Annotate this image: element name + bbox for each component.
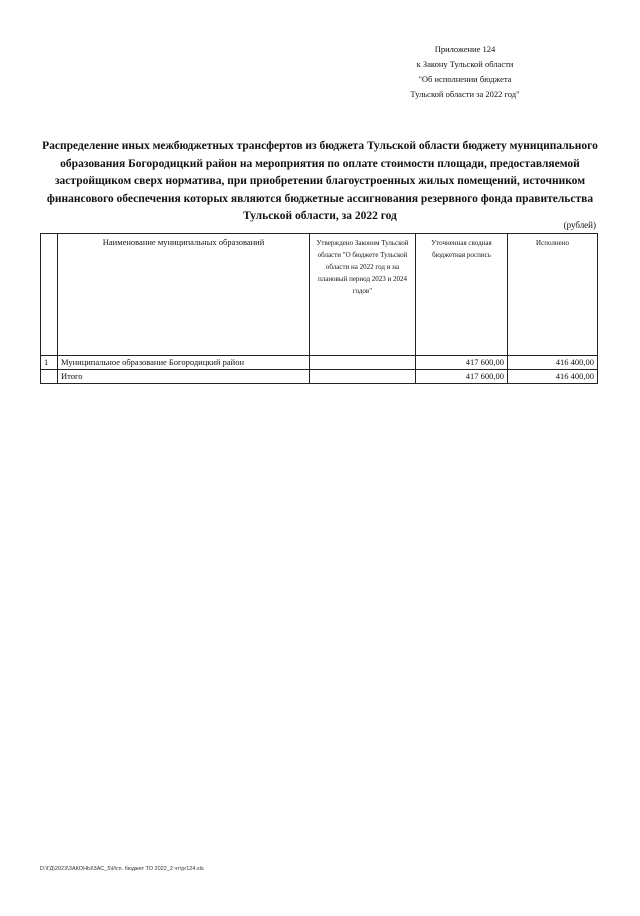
appendix-line-4: Тульской области за 2022 год" xyxy=(410,89,520,99)
row-refined: 417 600,00 xyxy=(416,356,508,370)
header-refined: Уточненная сводная бюджетная роспись xyxy=(416,234,508,356)
total-refined: 417 600,00 xyxy=(416,370,508,384)
table-row xyxy=(41,356,598,370)
header-approved: Утверждено Законом Тульской области "О бюджете Тульской области на 2022 год и на плановый период 2023 и 2024 годов" xyxy=(310,234,416,356)
total-name: Итого xyxy=(58,370,310,384)
row-executed: 416 400,00 xyxy=(508,356,598,370)
appendix-block xyxy=(360,42,570,102)
row-approved xyxy=(310,356,416,370)
file-path-footer: D:\ГД\2023\ЗАКОНЫ\ЗАС_5\Исп. бюджет ТО 2022_2 чт\pr124.xls xyxy=(40,866,204,872)
row-name: Муниципальное образование Богородицкий район xyxy=(58,356,310,370)
units-label: (рублей) xyxy=(563,220,596,230)
row-num: 1 xyxy=(41,356,58,370)
table-row-total xyxy=(41,370,598,384)
total-executed: 416 400,00 xyxy=(508,370,598,384)
header-executed: Исполнено xyxy=(508,234,598,356)
distribution-table xyxy=(40,233,598,384)
appendix-line-2: к Закону Тульской области xyxy=(416,59,514,69)
header-name: Наименование муниципальных образований xyxy=(58,234,310,356)
appendix-line-1: Приложение 124 xyxy=(434,44,496,54)
total-approved xyxy=(310,370,416,384)
table-header-row xyxy=(41,234,598,356)
appendix-line-3: "Об исполнении бюджета xyxy=(418,74,512,84)
total-num xyxy=(41,370,58,384)
document-title: Распределение иных межбюджетных трансфертов из бюджета Тульской области бюджету муниципального образования Богородицкий район на мероприятия по оплате стоимости площади, предоставляемой застройщиком сверх норматива, при приобретении благоустроенных жилых помещений, источником финансового обеспечения которых являются бюджетные ассигнования резервного фонда правительства Тульской области, за 2022 год xyxy=(42,140,598,223)
header-num xyxy=(41,234,58,356)
